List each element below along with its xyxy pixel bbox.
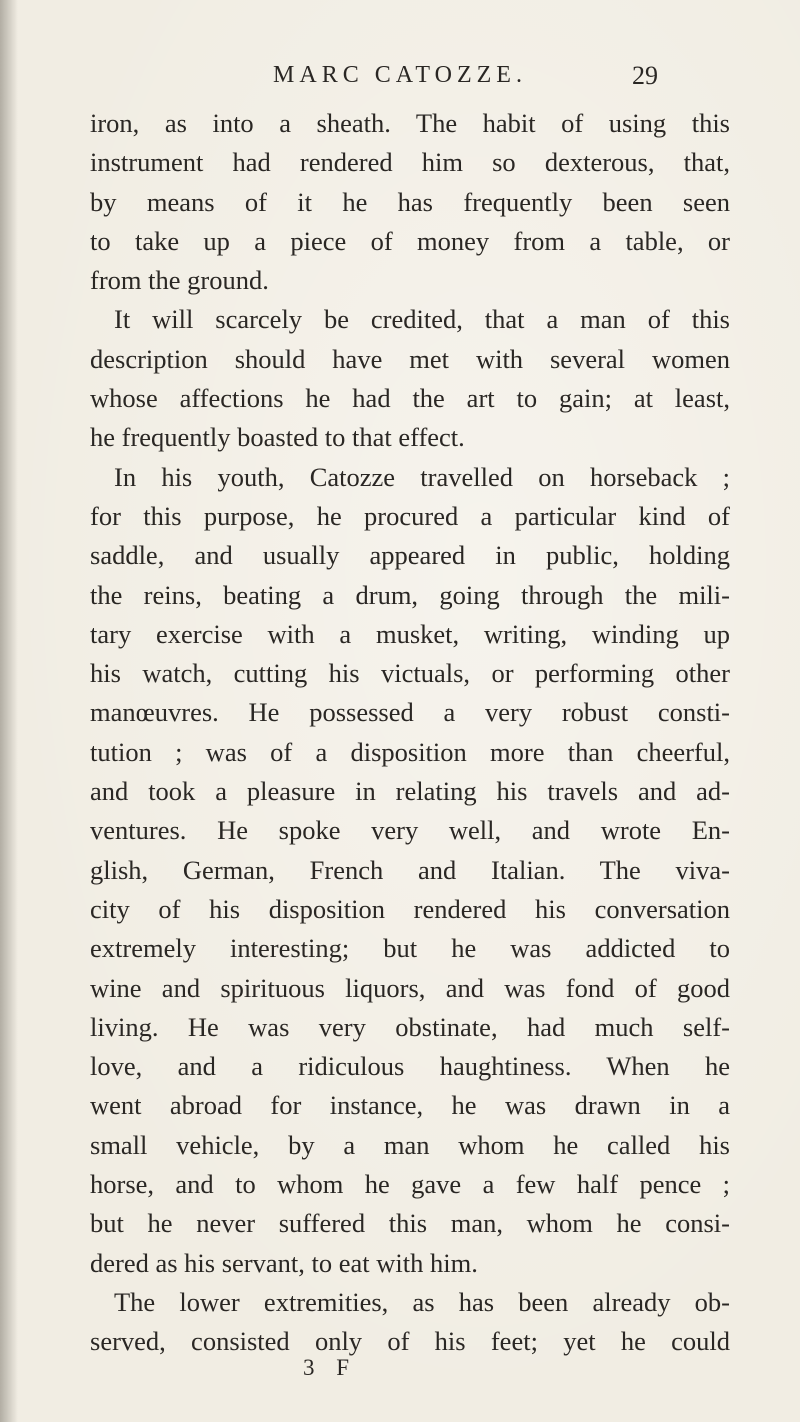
text-line: whose affections he had the art to gain; at least, [90, 383, 730, 414]
text-line: his watch, cutting his victuals, or performing other [90, 658, 730, 689]
text-line: small vehicle, by a man whom he called his [90, 1129, 730, 1160]
text-line: horse, and to whom he gave a few half pence ; [90, 1169, 730, 1200]
text-line: instrument had rendered him so dexterous, that, [90, 147, 730, 178]
text-line: by means of it he has frequently been seen [90, 186, 730, 217]
paragraph-start-line: In his youth, Catozze travelled on horseback ; [114, 461, 730, 492]
text-line: wine and spirituous liquors, and was fond of good [90, 972, 730, 1003]
paragraph-start-line: It will scarcely be credited, that a man of this [114, 304, 730, 335]
running-head: MARC CATOZZE. [273, 62, 527, 88]
text-line: manœuvres. He possessed a very robust consti- [90, 697, 730, 728]
text-line: love, and a ridiculous haughtiness. When he [90, 1051, 730, 1082]
text-line: went abroad for instance, he was drawn in a [90, 1090, 730, 1121]
signature-mark: 3 F [303, 1355, 358, 1380]
text-line: living. He was very obstinate, had much self- [90, 1011, 730, 1042]
text-line: but he never suffered this man, whom he consi- [90, 1208, 730, 1239]
text-line: dered as his servant, to eat with him. [90, 1247, 478, 1278]
text-line: tary exercise with a musket, writing, winding up [90, 618, 730, 649]
paragraph-start-line: The lower extremities, as has been already ob- [114, 1286, 730, 1317]
text-line: glish, German, French and Italian. The viva- [90, 854, 730, 885]
text-line: tution ; was of a disposition more than cheerful, [90, 736, 730, 767]
text-line: extremely interesting; but he was addicted to [90, 933, 730, 964]
text-line: iron, as into a sheath. The habit of using this [90, 108, 730, 138]
body-text [90, 104, 730, 1362]
text-line: saddle, and usually appeared in public, holding [90, 540, 730, 571]
text-line: from the ground. [90, 265, 269, 296]
text-line: to take up a piece of money from a table, or [90, 225, 730, 256]
text-line: served, consisted only of his feet; yet he could [90, 1326, 730, 1357]
binding-gutter-shadow [0, 0, 18, 1422]
page-number: 29 [632, 61, 658, 90]
text-line: for this purpose, he procured a particular kind of [90, 500, 730, 531]
page-header [0, 62, 800, 102]
text-line: ventures. He spoke very well, and wrote En- [90, 815, 730, 846]
text-line: the reins, beating a drum, going through the mili- [90, 579, 730, 610]
text-line: and took a pleasure in relating his travels and ad- [90, 776, 730, 807]
text-line: description should have met with several women [90, 343, 730, 374]
text-line: city of his disposition rendered his conversation [90, 893, 730, 924]
text-line: he frequently boasted to that effect. [90, 422, 465, 453]
